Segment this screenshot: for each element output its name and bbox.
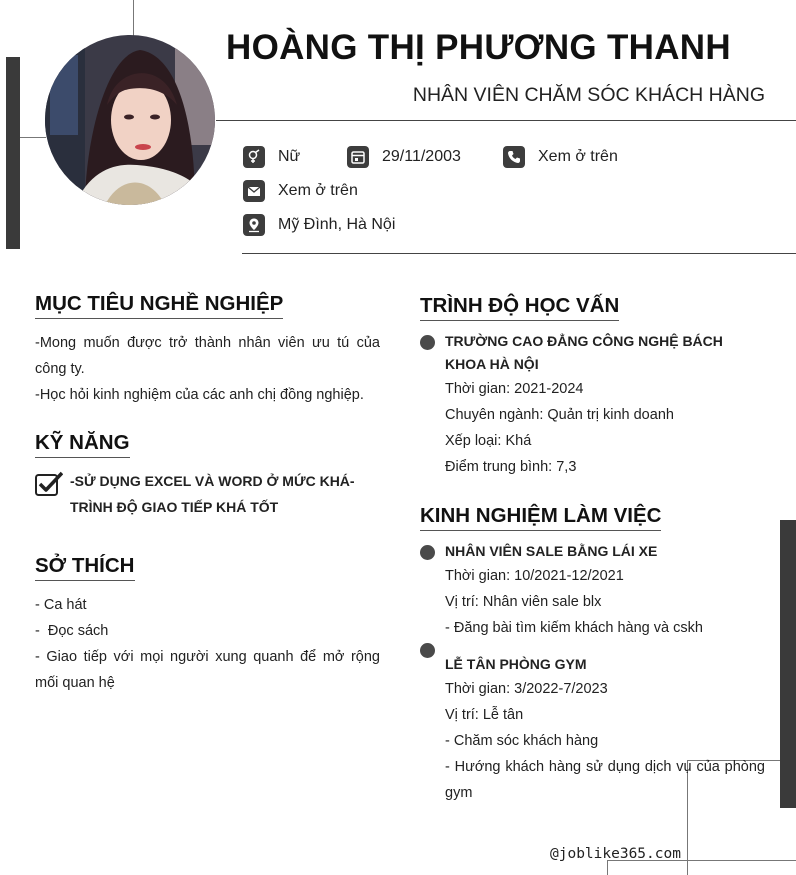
job2-title: LỄ TÂN PHÒNG GYM <box>445 656 587 672</box>
education-time: Thời gian: 2021-2024 <box>445 381 584 397</box>
school-name: TRƯỜNG CAO ĐẲNG CÔNG NGHỆ BÁCH KHOA HÀ NỘI <box>445 333 723 372</box>
education-details <box>445 376 765 480</box>
top-vertical-line <box>133 0 134 36</box>
hobby-line-1: - Ca hát <box>35 597 87 613</box>
birthday-value: 29/11/2003 <box>382 148 461 165</box>
skills-heading: KỸ NĂNG <box>35 431 130 458</box>
job2-bullet <box>420 643 435 658</box>
hobbies-text <box>35 592 380 696</box>
left-horizontal-line <box>20 137 46 138</box>
job1-bullet <box>420 545 435 560</box>
job1-details <box>445 563 765 641</box>
gender-value: Nữ <box>278 148 301 165</box>
education-rank: Xếp loại: Khá <box>445 433 532 449</box>
job1-time: Thời gian: 10/2021-12/2021 <box>445 568 624 584</box>
job2-task-2: - Hướng khách hàng sử dụng dịch vụ của phòng gym <box>445 759 765 801</box>
job1-title: NHÂN VIÊN SALE BẰNG LÁI XE <box>445 543 658 559</box>
checkbox-check-icon <box>35 471 63 497</box>
candidate-name: HOÀNG THỊ PHƯƠNG THANH <box>226 28 731 67</box>
email-info <box>243 180 358 202</box>
right-accent-bar <box>780 520 796 808</box>
email-icon <box>243 180 265 202</box>
job2-position: Vị trí: Lễ tân <box>445 707 524 723</box>
education-major: Chuyên ngành: Quản trị kinh doanh <box>445 407 674 423</box>
corner-frame-stub <box>607 860 608 875</box>
left-accent-bar <box>6 57 20 249</box>
job-title: NHÂN VIÊN CHĂM SÓC KHÁCH HÀNG <box>412 84 765 106</box>
joblike-watermark: @joblike365.com <box>550 846 681 862</box>
phone-value: Xem ở trên <box>538 148 618 165</box>
education-bullet <box>420 335 435 350</box>
hobbies-heading: SỞ THÍCH <box>35 554 135 581</box>
education-heading: TRÌNH ĐỘ HỌC VẤN <box>420 294 619 321</box>
job1-task: - Đăng bài tìm kiếm khách hàng và cskh <box>445 620 703 636</box>
phone-info <box>503 146 618 168</box>
job2-task-1: - Chăm sóc khách hàng <box>445 733 599 749</box>
objective-text <box>35 330 380 408</box>
experience-heading: KINH NGHIỆM LÀM VIỆC <box>420 504 661 531</box>
education-gpa: Điểm trung bình: 7,3 <box>445 459 577 475</box>
address-value: Mỹ Đình, Hà Nội <box>278 216 396 233</box>
gender-info <box>243 146 300 168</box>
job1-position: Vị trí: Nhân viên sale blx <box>445 594 602 610</box>
objective-line-1: -Mong muốn được trở thành nhân viên ưu tú của công ty. <box>35 335 380 377</box>
skill-text: -SỬ DỤNG EXCEL VÀ WORD Ở MỨC KHÁ-TRÌNH ĐỘ GIAO TIẾP KHÁ TỐT <box>70 473 355 515</box>
objective-line-2: -Học hỏi kinh nghiệm của các anh chị đồng nghiệp. <box>35 387 364 403</box>
hobby-line-3: - Giao tiếp với mọi người xung quanh để mở rộng mối quan hệ <box>35 649 380 691</box>
address-info <box>243 214 395 236</box>
info-divider <box>242 253 796 254</box>
job2-details <box>445 676 765 806</box>
email-value: Xem ở trên <box>278 182 358 199</box>
phone-icon <box>503 146 525 168</box>
job2-time: Thời gian: 3/2022-7/2023 <box>445 681 608 697</box>
header-divider <box>216 120 796 121</box>
hobby-line-2: - Đọc sách <box>35 623 109 639</box>
gender-icon <box>243 146 265 168</box>
calendar-icon <box>347 146 369 168</box>
birthday-info <box>347 146 461 168</box>
location-pin-icon <box>243 214 265 236</box>
profile-photo <box>45 35 215 205</box>
objective-heading: MỤC TIÊU NGHỀ NGHIỆP <box>35 292 283 319</box>
